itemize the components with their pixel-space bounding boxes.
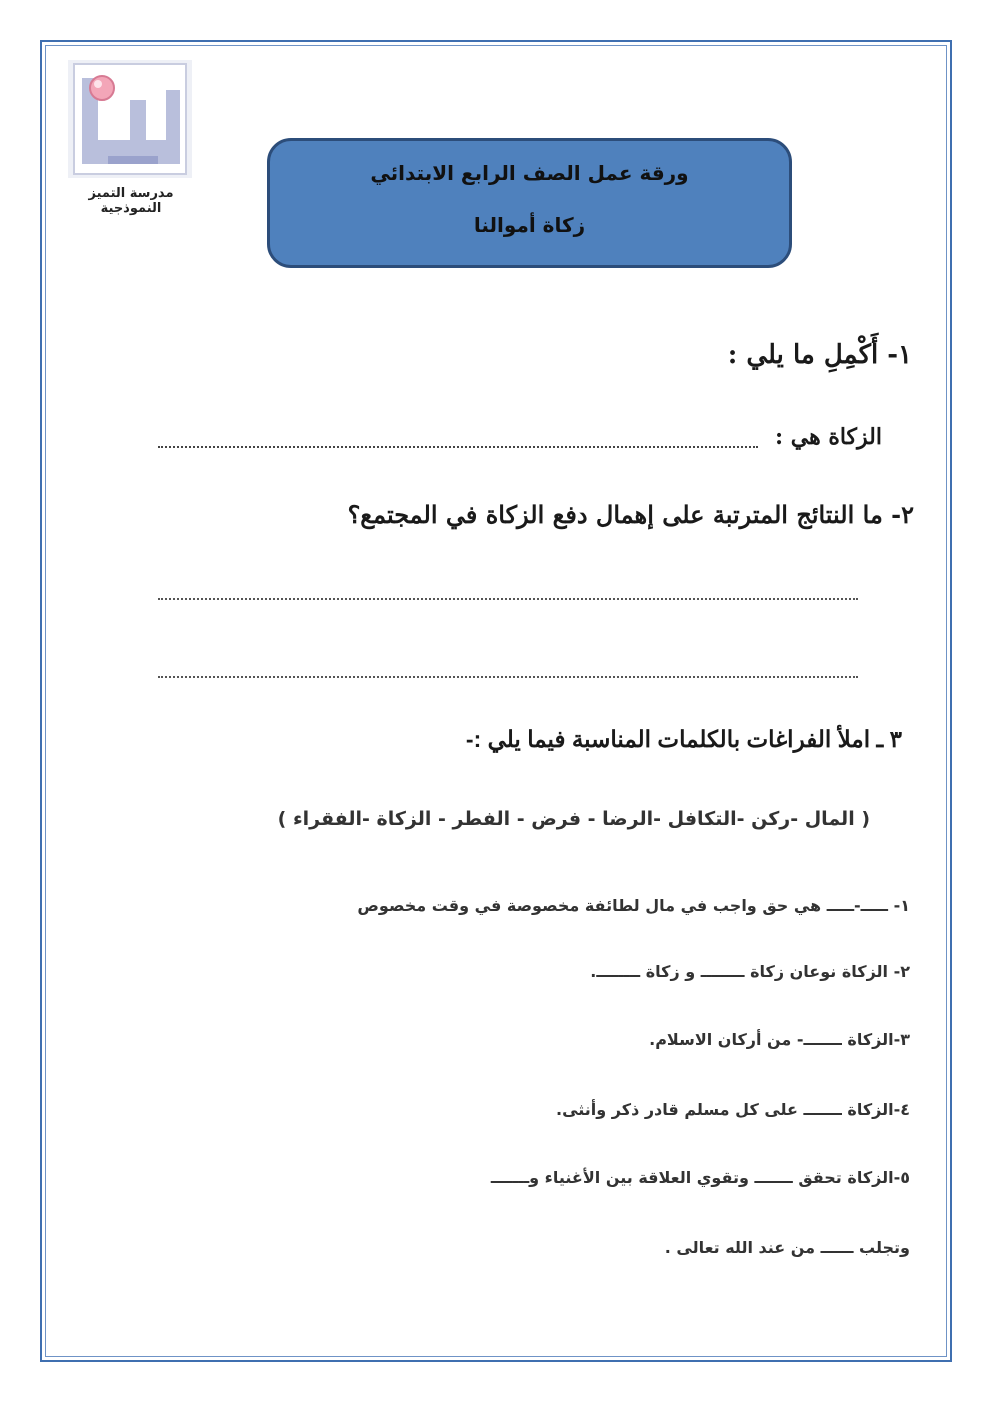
fill-blank-item: ١- ـــــ-ـــــ هي حق واجب في مال لطائفة مخصوصة في وقت مخصوص (357, 896, 910, 915)
answer-line-3[interactable] (158, 676, 858, 678)
answer-line-1[interactable] (158, 446, 758, 448)
school-logo-icon (68, 60, 192, 178)
fill-blank-item: ٤-الزكاة ـــــــ على كل مسلم قادر ذكر وأنثى. (556, 1100, 910, 1119)
question-1-prompt: الزكاة هي : (774, 424, 882, 450)
fill-blank-item: ٣-الزكاة ـــــــ- من أركان الاسلام. (649, 1030, 910, 1049)
worksheet-title: ورقة عمل الصف الرابع الابتدائي (370, 161, 689, 185)
school-name: مدرسة التميز النموذجية (88, 186, 174, 216)
fill-blank-item: ٥-الزكاة تحقق ـــــــ وتقوي العلاقة بين الأغنياء وـــــــ (490, 1168, 910, 1187)
answer-line-2[interactable] (158, 598, 858, 600)
fill-blank-item: وتجلب ــــــ من عند الله تعالى . (664, 1238, 910, 1257)
word-bank: ( المال -ركن -التكافل -الرضا - فرض - الفطر - الزكاة -الفقراء ) (277, 808, 870, 830)
question-2-title: ٢- ما النتائج المترتبة على إهمال دفع الزكاة في المجتمع؟ (347, 500, 914, 529)
worksheet-subtitle: زكاة أموالنا (473, 213, 586, 237)
fill-blank-item: ٢- الزكاة نوعان زكاة ــــــــ و زكاة ــــــــ. (590, 962, 910, 981)
question-3-title: ٣ ـ املأ الفراغات بالكلمات المناسبة فيما يلي :- (465, 726, 902, 752)
question-1-title: ١- أَكْمِلِ ما يلي : (727, 340, 912, 370)
title-box (267, 138, 792, 268)
